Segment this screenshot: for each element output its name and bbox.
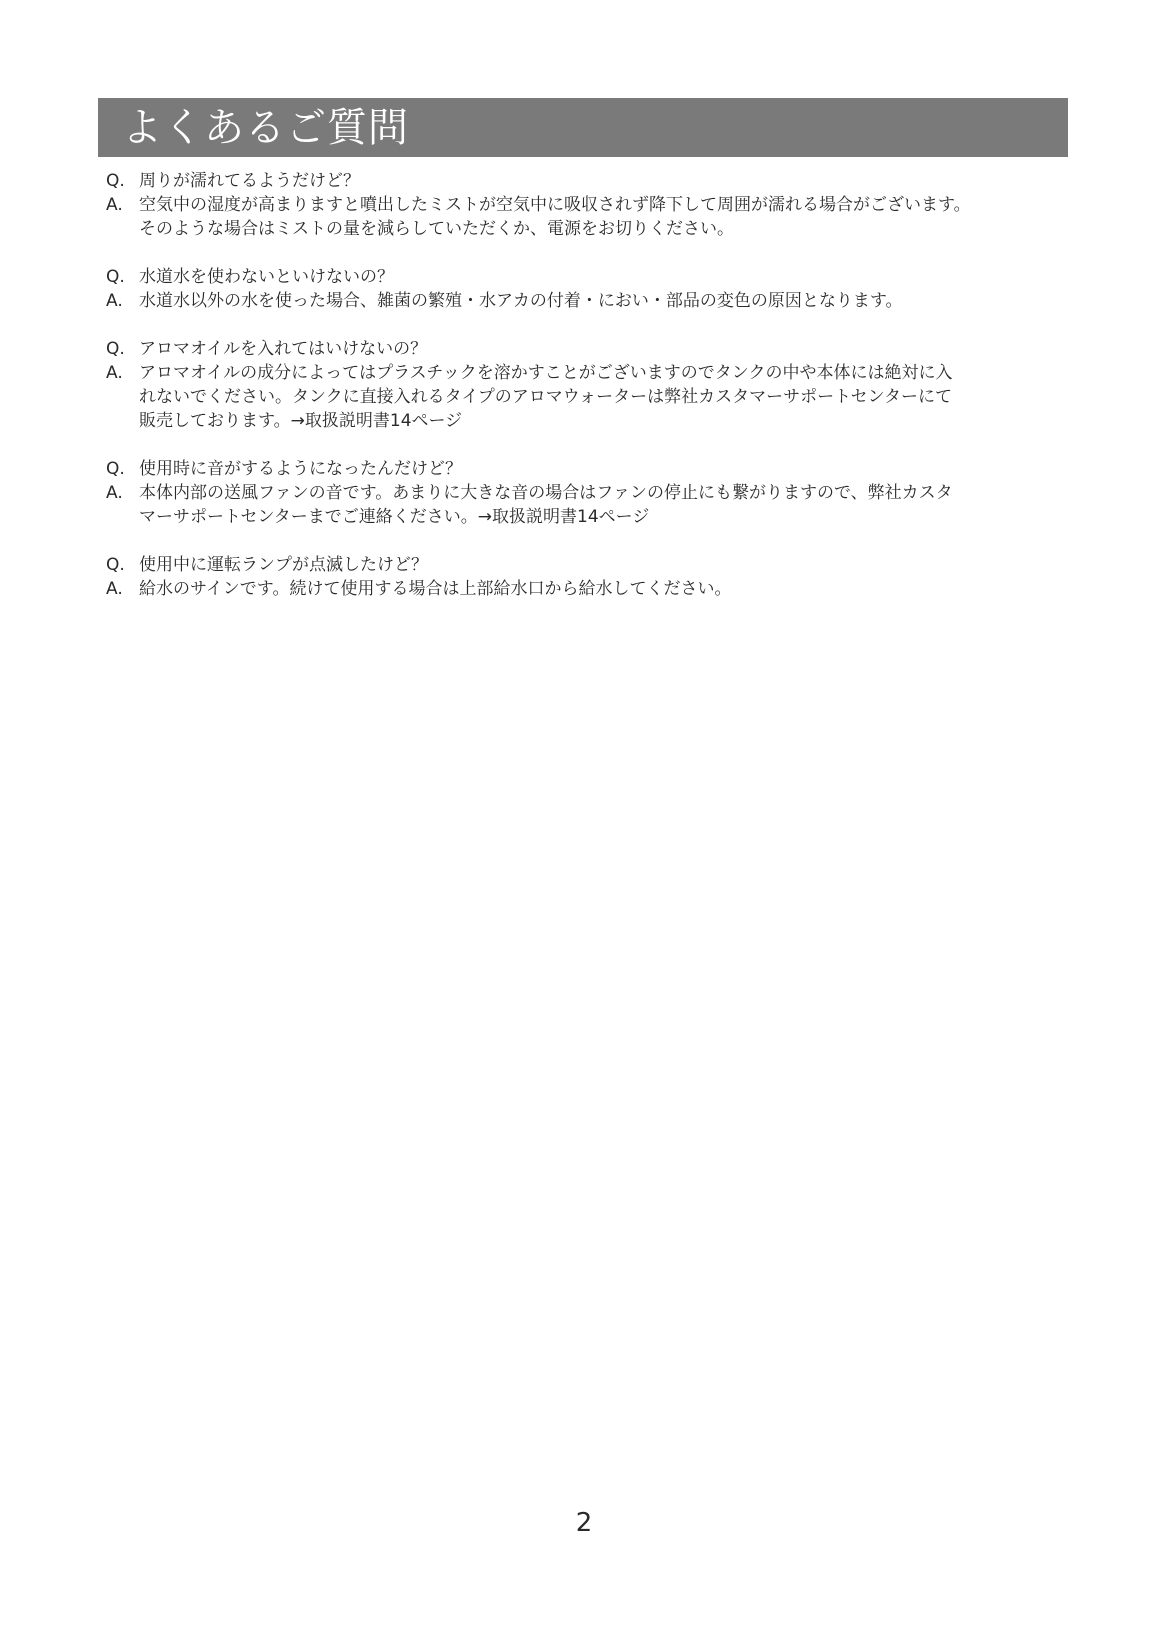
answer-prefix: A.: [106, 483, 123, 503]
answer-row: [106, 481, 1066, 529]
question-prefix: Q.: [106, 555, 125, 575]
question-row: [106, 169, 1066, 193]
faq-list: [106, 169, 1066, 625]
answer-text: アロマオイルの成分によってはプラスチックを溶かすことがございますのでタンクの中や本体には絶対に入 れないでください。タンクに直接入れるタイプのアロマウォーターは弊社カスタマーサポートセンターにて 販売しております。→取扱説明書14ページ: [139, 363, 953, 431]
answer-row: [106, 289, 1066, 313]
answer-prefix: A.: [106, 195, 123, 215]
question-prefix: Q.: [106, 459, 125, 479]
title-banner: [98, 98, 1068, 157]
page-title: よくあるご質問: [122, 104, 409, 151]
answer-row: [106, 361, 1066, 433]
question-text: アロマオイルを入れてはいけないの？: [139, 339, 428, 359]
faq-item: [106, 457, 1066, 529]
question-text: 周りが濡れてるようだけど？: [139, 171, 360, 191]
answer-row: [106, 193, 1066, 241]
question-prefix: Q.: [106, 267, 125, 287]
question-row: [106, 553, 1066, 577]
question-text: 使用中に運転ランプが点滅したけど？: [139, 555, 428, 575]
page-number: 2: [575, 1508, 593, 1538]
answer-text: 本体内部の送風ファンの音です。あまりに大きな音の場合はファンの停止にも繋がりますので、弊社カスタ マーサポートセンターまでご連絡ください。→取扱説明書14ページ: [139, 483, 953, 527]
answer-prefix: A.: [106, 291, 123, 311]
question-row: [106, 457, 1066, 481]
answer-text: 空気中の湿度が高まりますと噴出したミストが空気中に吸収されず降下して周囲が濡れる場合がございます。 そのような場合はミストの量を減らしていただくか、電源をお切りください。: [139, 195, 971, 239]
answer-text: 給水のサインです。続けて使用する場合は上部給水口から給水してください。: [139, 579, 732, 599]
answer-text: 水道水以外の水を使った場合、雑菌の繁殖・水アカの付着・におい・部品の変色の原因となります。: [139, 291, 903, 311]
question-prefix: Q.: [106, 339, 125, 359]
question-text: 水道水を使わないといけないの？: [139, 267, 394, 287]
question-text: 使用時に音がするようになったんだけど？: [139, 459, 462, 479]
question-row: [106, 337, 1066, 361]
answer-prefix: A.: [106, 579, 123, 599]
question-prefix: Q.: [106, 171, 125, 191]
faq-item: [106, 265, 1066, 313]
faq-item: [106, 169, 1066, 241]
question-row: [106, 265, 1066, 289]
answer-prefix: A.: [106, 363, 123, 383]
faq-item: [106, 337, 1066, 433]
answer-row: [106, 577, 1066, 601]
faq-item: [106, 553, 1066, 601]
